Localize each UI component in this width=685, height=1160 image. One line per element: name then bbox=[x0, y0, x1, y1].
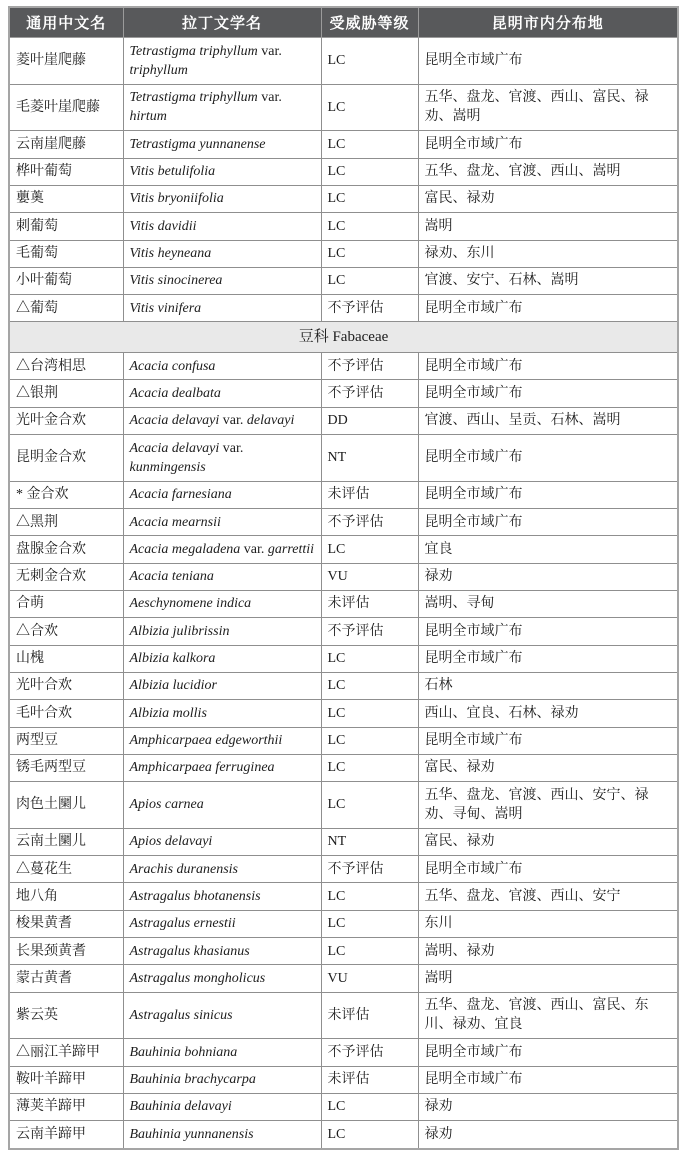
distribution-cell: 富民、禄劝 bbox=[418, 185, 678, 212]
species-row bbox=[9, 1039, 678, 1066]
threat-level-cell: 未评估 bbox=[321, 1066, 418, 1093]
chinese-name-cell: 梭果黄耆 bbox=[9, 910, 123, 937]
latin-name-cell: Vitis bryoniifolia bbox=[123, 185, 321, 212]
species-row bbox=[9, 938, 678, 965]
latin-name-cell: Tetrastigma triphyllum var. hirtum bbox=[123, 84, 321, 131]
species-row bbox=[9, 84, 678, 131]
chinese-name-cell: 蘡薁 bbox=[9, 185, 123, 212]
threat-level-cell: 不予评估 bbox=[321, 295, 418, 322]
latin-name-cell: Acacia delavayi var. kunmingensis bbox=[123, 435, 321, 482]
species-row bbox=[9, 1066, 678, 1093]
chinese-name-cell: △台湾相思 bbox=[9, 353, 123, 380]
chinese-name-cell: 光叶合欢 bbox=[9, 672, 123, 699]
threat-level-cell: LC bbox=[321, 1121, 418, 1149]
threat-level-cell: LC bbox=[321, 883, 418, 910]
distribution-cell: 东川 bbox=[418, 910, 678, 937]
latin-name-cell: Vitis sinocinerea bbox=[123, 267, 321, 294]
distribution-cell: 昆明全市域广布 bbox=[418, 645, 678, 672]
chinese-name-cell: 薄荚羊蹄甲 bbox=[9, 1093, 123, 1120]
distribution-cell: 昆明全市域广布 bbox=[418, 727, 678, 754]
distribution-cell: 禄劝 bbox=[418, 563, 678, 590]
distribution-cell: 嵩明 bbox=[418, 965, 678, 992]
latin-name-cell: Vitis vinifera bbox=[123, 295, 321, 322]
latin-name-cell: Acacia delavayi var. delavayi bbox=[123, 407, 321, 434]
distribution-cell: 官渡、安宁、石林、嵩明 bbox=[418, 267, 678, 294]
chinese-name-cell: 无刺金合欢 bbox=[9, 563, 123, 590]
species-row bbox=[9, 38, 678, 85]
chinese-name-cell: 鞍叶羊蹄甲 bbox=[9, 1066, 123, 1093]
family-section-row bbox=[9, 322, 678, 353]
latin-name-cell: Astragalus khasianus bbox=[123, 938, 321, 965]
species-row bbox=[9, 672, 678, 699]
latin-name-cell: Amphicarpaea ferruginea bbox=[123, 754, 321, 781]
latin-name-cell: Bauhinia delavayi bbox=[123, 1093, 321, 1120]
species-row bbox=[9, 435, 678, 482]
chinese-name-cell: 昆明金合欢 bbox=[9, 435, 123, 482]
species-row bbox=[9, 380, 678, 407]
distribution-cell: 五华、盘龙、官渡、西山、富民、禄劝、嵩明 bbox=[418, 84, 678, 131]
latin-name-cell: Apios delavayi bbox=[123, 828, 321, 855]
threat-level-cell: LC bbox=[321, 645, 418, 672]
species-row bbox=[9, 856, 678, 883]
chinese-name-cell: 菱叶崖爬藤 bbox=[9, 38, 123, 85]
latin-name-cell: Astragalus sinicus bbox=[123, 992, 321, 1039]
latin-name-cell: Apios carnea bbox=[123, 782, 321, 829]
threat-level-cell: DD bbox=[321, 407, 418, 434]
threat-level-cell: LC bbox=[321, 38, 418, 85]
distribution-cell: 昆明全市域广布 bbox=[418, 38, 678, 85]
distribution-cell: 五华、盘龙、官渡、西山、嵩明 bbox=[418, 158, 678, 185]
distribution-cell: 昆明全市域广布 bbox=[418, 481, 678, 508]
distribution-cell: 宜良 bbox=[418, 536, 678, 563]
chinese-name-cell: 刺葡萄 bbox=[9, 213, 123, 240]
threat-level-cell: LC bbox=[321, 213, 418, 240]
latin-name-cell: Albizia kalkora bbox=[123, 645, 321, 672]
distribution-cell: 禄劝 bbox=[418, 1121, 678, 1149]
distribution-cell: 官渡、西山、呈贡、石林、嵩明 bbox=[418, 407, 678, 434]
chinese-name-cell: 盘腺金合欢 bbox=[9, 536, 123, 563]
chinese-name-cell: 毛叶合欢 bbox=[9, 700, 123, 727]
latin-name-cell: Astragalus ernestii bbox=[123, 910, 321, 937]
species-row bbox=[9, 509, 678, 536]
threat-level-cell: 不予评估 bbox=[321, 856, 418, 883]
species-row bbox=[9, 1121, 678, 1149]
latin-name-cell: Acacia megaladena var. garrettii bbox=[123, 536, 321, 563]
chinese-name-cell: 蒙古黄耆 bbox=[9, 965, 123, 992]
species-row bbox=[9, 353, 678, 380]
distribution-cell: 昆明全市域广布 bbox=[418, 380, 678, 407]
column-header-distribution: 昆明市内分布地 bbox=[418, 7, 678, 38]
distribution-cell: 昆明全市域广布 bbox=[418, 295, 678, 322]
species-row bbox=[9, 618, 678, 645]
threat-level-cell: 不予评估 bbox=[321, 380, 418, 407]
chinese-name-cell: 长果颈黄耆 bbox=[9, 938, 123, 965]
threat-level-cell: LC bbox=[321, 84, 418, 131]
column-header-chinese-name: 通用中文名 bbox=[9, 7, 123, 38]
distribution-cell: 嵩明 bbox=[418, 213, 678, 240]
threat-level-cell: LC bbox=[321, 782, 418, 829]
chinese-name-cell: 紫云英 bbox=[9, 992, 123, 1039]
chinese-name-cell: 山槐 bbox=[9, 645, 123, 672]
column-header-latin-name: 拉丁文学名 bbox=[123, 7, 321, 38]
distribution-cell: 嵩明、寻甸 bbox=[418, 590, 678, 617]
distribution-cell: 昆明全市域广布 bbox=[418, 618, 678, 645]
chinese-name-cell: 云南土圞儿 bbox=[9, 828, 123, 855]
species-row bbox=[9, 213, 678, 240]
distribution-cell: 昆明全市域广布 bbox=[418, 856, 678, 883]
latin-name-cell: Vitis heyneana bbox=[123, 240, 321, 267]
threat-level-cell: LC bbox=[321, 700, 418, 727]
threat-level-cell: LC bbox=[321, 910, 418, 937]
threat-level-cell: VU bbox=[321, 563, 418, 590]
species-row bbox=[9, 992, 678, 1039]
chinese-name-cell: 小叶葡萄 bbox=[9, 267, 123, 294]
distribution-cell: 昆明全市域广布 bbox=[418, 1039, 678, 1066]
chinese-name-cell: 两型豆 bbox=[9, 727, 123, 754]
species-row bbox=[9, 185, 678, 212]
chinese-name-cell: △银荆 bbox=[9, 380, 123, 407]
species-row bbox=[9, 563, 678, 590]
chinese-name-cell: 毛菱叶崖爬藤 bbox=[9, 84, 123, 131]
species-row bbox=[9, 267, 678, 294]
latin-name-cell: Albizia lucidior bbox=[123, 672, 321, 699]
family-section-label: 豆科 Fabaceae bbox=[9, 322, 678, 353]
threat-level-cell: 未评估 bbox=[321, 992, 418, 1039]
species-row bbox=[9, 754, 678, 781]
species-row bbox=[9, 295, 678, 322]
threat-level-cell: LC bbox=[321, 158, 418, 185]
latin-name-cell: Bauhinia yunnanensis bbox=[123, 1121, 321, 1149]
chinese-name-cell: 毛葡萄 bbox=[9, 240, 123, 267]
species-row bbox=[9, 240, 678, 267]
latin-name-cell: Astragalus mongholicus bbox=[123, 965, 321, 992]
latin-name-cell: Acacia mearnsii bbox=[123, 509, 321, 536]
latin-name-cell: Albizia mollis bbox=[123, 700, 321, 727]
species-row bbox=[9, 910, 678, 937]
species-row bbox=[9, 645, 678, 672]
distribution-cell: 石林 bbox=[418, 672, 678, 699]
distribution-cell: 昆明全市域广布 bbox=[418, 435, 678, 482]
distribution-cell: 昆明全市域广布 bbox=[418, 1066, 678, 1093]
species-table bbox=[8, 6, 679, 1150]
distribution-cell: 嵩明、禄劝 bbox=[418, 938, 678, 965]
table-body bbox=[9, 38, 678, 1149]
distribution-cell: 禄劝、东川 bbox=[418, 240, 678, 267]
chinese-name-cell: 桦叶葡萄 bbox=[9, 158, 123, 185]
latin-name-cell: Bauhinia brachycarpa bbox=[123, 1066, 321, 1093]
chinese-name-cell: 肉色土圞儿 bbox=[9, 782, 123, 829]
chinese-name-cell: △丽江羊蹄甲 bbox=[9, 1039, 123, 1066]
species-row bbox=[9, 782, 678, 829]
distribution-cell: 五华、盘龙、官渡、西山、富民、东川、禄劝、宜良 bbox=[418, 992, 678, 1039]
latin-name-cell: Amphicarpaea edgeworthii bbox=[123, 727, 321, 754]
chinese-name-cell: 云南崖爬藤 bbox=[9, 131, 123, 158]
chinese-name-cell: △合欢 bbox=[9, 618, 123, 645]
chinese-name-cell: △黑荆 bbox=[9, 509, 123, 536]
threat-level-cell: LC bbox=[321, 185, 418, 212]
distribution-cell: 昆明全市域广布 bbox=[418, 131, 678, 158]
species-row bbox=[9, 158, 678, 185]
species-row bbox=[9, 965, 678, 992]
threat-level-cell: NT bbox=[321, 435, 418, 482]
latin-name-cell: Tetrastigma yunnanense bbox=[123, 131, 321, 158]
latin-name-cell: Albizia julibrissin bbox=[123, 618, 321, 645]
chinese-name-cell: 光叶金合欢 bbox=[9, 407, 123, 434]
distribution-cell: 昆明全市域广布 bbox=[418, 509, 678, 536]
latin-name-cell: Aeschynomene indica bbox=[123, 590, 321, 617]
species-row bbox=[9, 590, 678, 617]
threat-level-cell: LC bbox=[321, 1093, 418, 1120]
chinese-name-cell: 锈毛两型豆 bbox=[9, 754, 123, 781]
chinese-name-cell: 地八角 bbox=[9, 883, 123, 910]
distribution-cell: 昆明全市域广布 bbox=[418, 353, 678, 380]
threat-level-cell: VU bbox=[321, 965, 418, 992]
species-row bbox=[9, 481, 678, 508]
threat-level-cell: 不予评估 bbox=[321, 1039, 418, 1066]
distribution-cell: 富民、禄劝 bbox=[418, 754, 678, 781]
latin-name-cell: Vitis davidii bbox=[123, 213, 321, 240]
threat-level-cell: LC bbox=[321, 754, 418, 781]
latin-name-cell: Bauhinia bohniana bbox=[123, 1039, 321, 1066]
chinese-name-cell: 合萌 bbox=[9, 590, 123, 617]
distribution-cell: 禄劝 bbox=[418, 1093, 678, 1120]
chinese-name-cell: △葡萄 bbox=[9, 295, 123, 322]
threat-level-cell: 不予评估 bbox=[321, 353, 418, 380]
threat-level-cell: 不予评估 bbox=[321, 618, 418, 645]
threat-level-cell: NT bbox=[321, 828, 418, 855]
threat-level-cell: LC bbox=[321, 672, 418, 699]
threat-level-cell: LC bbox=[321, 267, 418, 294]
latin-name-cell: Astragalus bhotanensis bbox=[123, 883, 321, 910]
threat-level-cell: 未评估 bbox=[321, 481, 418, 508]
latin-name-cell: Acacia dealbata bbox=[123, 380, 321, 407]
latin-name-cell: Tetrastigma triphyllum var. triphyllum bbox=[123, 38, 321, 85]
species-row bbox=[9, 828, 678, 855]
species-row bbox=[9, 700, 678, 727]
distribution-cell: 五华、盘龙、官渡、西山、安宁、禄劝、寻甸、嵩明 bbox=[418, 782, 678, 829]
species-row bbox=[9, 883, 678, 910]
distribution-cell: 富民、禄劝 bbox=[418, 828, 678, 855]
table-header-row bbox=[9, 7, 678, 38]
threat-level-cell: LC bbox=[321, 727, 418, 754]
chinese-name-cell: 云南羊蹄甲 bbox=[9, 1121, 123, 1149]
threat-level-cell: LC bbox=[321, 240, 418, 267]
latin-name-cell: Acacia confusa bbox=[123, 353, 321, 380]
threat-level-cell: LC bbox=[321, 131, 418, 158]
distribution-cell: 西山、宜良、石林、禄劝 bbox=[418, 700, 678, 727]
species-row bbox=[9, 131, 678, 158]
species-row bbox=[9, 407, 678, 434]
distribution-cell: 五华、盘龙、官渡、西山、安宁 bbox=[418, 883, 678, 910]
threat-level-cell: 不予评估 bbox=[321, 509, 418, 536]
latin-name-cell: Acacia teniana bbox=[123, 563, 321, 590]
latin-name-cell: Vitis betulifolia bbox=[123, 158, 321, 185]
threat-level-cell: 未评估 bbox=[321, 590, 418, 617]
species-row bbox=[9, 1093, 678, 1120]
threat-level-cell: LC bbox=[321, 536, 418, 563]
latin-name-cell: Arachis duranensis bbox=[123, 856, 321, 883]
threat-level-cell: LC bbox=[321, 938, 418, 965]
species-row bbox=[9, 536, 678, 563]
chinese-name-cell: * 金合欢 bbox=[9, 481, 123, 508]
column-header-threat-level: 受威胁等级 bbox=[321, 7, 418, 38]
latin-name-cell: Acacia farnesiana bbox=[123, 481, 321, 508]
species-row bbox=[9, 727, 678, 754]
chinese-name-cell: △蔓花生 bbox=[9, 856, 123, 883]
